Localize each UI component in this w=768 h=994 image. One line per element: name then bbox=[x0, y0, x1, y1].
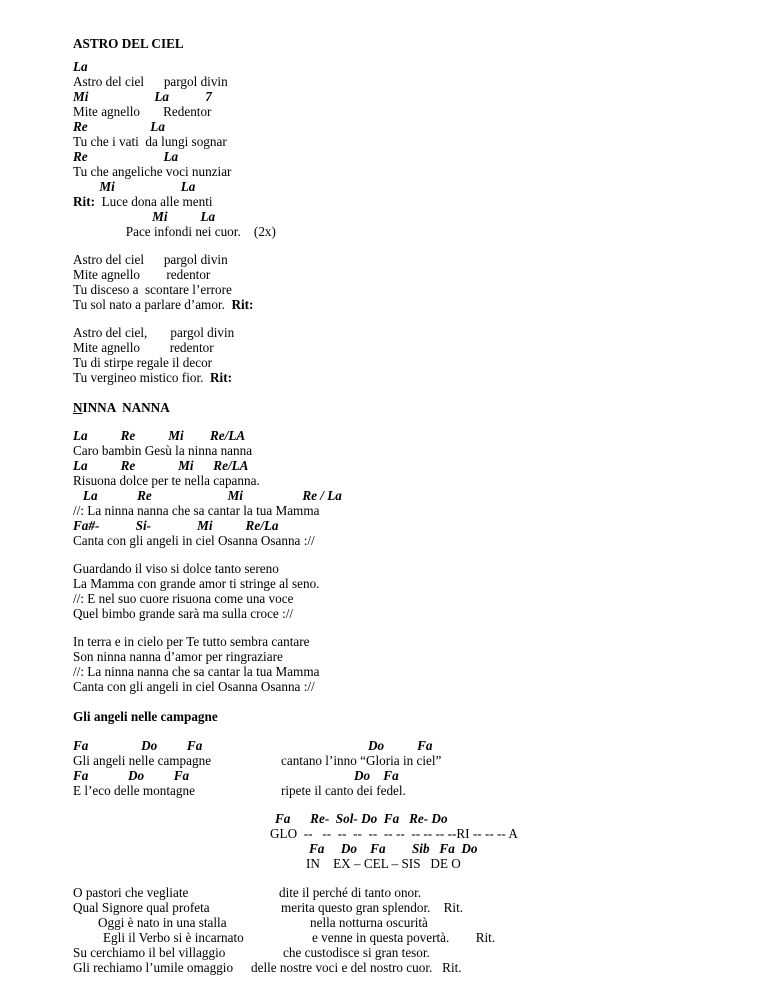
lyric-line: Gli rechiamo l’umile omaggio bbox=[73, 960, 234, 975]
refrain-label: Rit: bbox=[210, 370, 232, 385]
lyric-line: Pace infondi nei cuor. (2x) bbox=[73, 224, 276, 239]
chord-line: La Re Mi Re / La bbox=[73, 488, 342, 503]
lyric-line: //: E nel suo cuore risuona come una voce bbox=[73, 591, 294, 606]
chord-line: Re La bbox=[73, 149, 179, 164]
chord-line: Fa Do Fa Sib Fa Do bbox=[309, 841, 478, 856]
refrain-label: Rit: bbox=[231, 297, 254, 312]
gloria-line: IN EX – CEL – SIS DE O bbox=[306, 856, 461, 871]
lyric-line: delle nostre voci e del nostro cuor. Rit. bbox=[251, 960, 462, 975]
refrain-line bbox=[73, 194, 213, 209]
lyric-line: Son ninna nanna d’amor per ringraziare bbox=[73, 649, 283, 664]
lyric-line: Quel bimbo grande sarà ma sulla croce :// bbox=[73, 606, 294, 621]
chord-line: La Re Mi Re/LA bbox=[73, 458, 249, 473]
lyric-line: Tu che angeliche voci nunziar bbox=[73, 164, 232, 179]
lyric-line: e venne in questa povertà. Rit. bbox=[312, 930, 496, 945]
lyric-text: Luce dona alle menti bbox=[94, 194, 213, 209]
lyric-line: O pastori che vegliate bbox=[73, 885, 189, 900]
lyric-line: Gli angeli nelle campagne bbox=[73, 753, 212, 768]
song-title-gli-angeli: Gli angeli nelle campagne bbox=[73, 709, 218, 724]
refrain-label: Rit: bbox=[73, 194, 95, 209]
lyric-line bbox=[73, 370, 232, 385]
lyric-line: //: La ninna nanna che sa cantar la tua Mamma bbox=[73, 664, 320, 679]
lyric-line: Tu che i vati da lungi sognar bbox=[73, 134, 227, 149]
title-rest: INNA NANNA bbox=[82, 400, 170, 415]
lyric-line: Tu di stirpe regale il decor bbox=[73, 355, 213, 370]
lyric-line: In terra e in cielo per Te tutto sembra cantare bbox=[73, 634, 310, 649]
title-initial: N bbox=[73, 400, 83, 415]
lyric-line: nella notturna oscurità bbox=[310, 915, 428, 930]
lyric-line: Su cerchiamo il bel villaggio bbox=[73, 945, 226, 960]
song-title-ninna-nanna bbox=[73, 400, 170, 415]
lyric-text: Tu vergineo mistico fior. bbox=[73, 370, 211, 385]
lyric-line: Mite agnello Redentor bbox=[73, 104, 212, 119]
lyric-line: ripete il canto dei fedel. bbox=[281, 783, 406, 798]
chord-line: Re La bbox=[73, 119, 165, 134]
song-title-astro-del-ciel: ASTRO DEL CIEL bbox=[73, 36, 184, 51]
chord-line: Fa Do Fa bbox=[73, 768, 190, 783]
chord-line: Do Fa bbox=[368, 738, 433, 753]
lyric-line: E l’eco delle montagne bbox=[73, 783, 195, 798]
lyric-line: Qual Signore qual profeta bbox=[73, 900, 210, 915]
lyric-line: cantano l’inno “Gloria in ciel” bbox=[281, 753, 442, 768]
lyric-line: Oggi è nato in una stalla bbox=[98, 915, 227, 930]
lyric-line: Guardando il viso si dolce tanto sereno bbox=[73, 561, 279, 576]
lyric-line: Egli il Verbo si è incarnato bbox=[103, 930, 244, 945]
lyric-line: Caro bambin Gesù la ninna nanna bbox=[73, 443, 253, 458]
chord-line: La Re Mi Re/LA bbox=[73, 428, 246, 443]
chord-line: Do Fa bbox=[354, 768, 399, 783]
lyric-line: merita questo gran splendor. Rit. bbox=[281, 900, 464, 915]
gloria-line: GLO -- -- -- -- -- -- -- -- -- -- --RI -- -- -- A bbox=[270, 826, 518, 841]
lyric-line: Mite agnello redentor bbox=[73, 267, 211, 282]
lyric-line: Canta con gli angeli in ciel Osanna Osanna :// bbox=[73, 533, 315, 548]
lyric-line: Risuona dolce per te nella capanna. bbox=[73, 473, 260, 488]
lyric-line: Astro del ciel, pargol divin bbox=[73, 325, 235, 340]
chord-line: Fa#- Si- Mi Re/La bbox=[73, 518, 279, 533]
lyric-line: dite il perché di tanto onor. bbox=[279, 885, 422, 900]
lyric-line: Astro del ciel pargol divin bbox=[73, 252, 228, 267]
chord-line: Mi La 7 bbox=[73, 89, 212, 104]
lyric-line bbox=[73, 297, 253, 312]
lyric-line: //: La ninna nanna che sa cantar la tua Mamma bbox=[73, 503, 320, 518]
lyric-line: Canta con gli angeli in ciel Osanna Osanna :// bbox=[73, 679, 315, 694]
lyric-line: Tu disceso a scontare l’errore bbox=[73, 282, 232, 297]
lyric-line: Mite agnello redentor bbox=[73, 340, 214, 355]
lyric-line: che custodisce si gran tesor. bbox=[283, 945, 430, 960]
chord-line: Mi La bbox=[73, 179, 196, 194]
chord-line: La bbox=[73, 59, 88, 74]
chord-line: Fa Do Fa bbox=[73, 738, 203, 753]
chord-line: Fa Re- Sol- Do Fa Re- Do bbox=[275, 811, 448, 826]
chord-line: Mi La bbox=[73, 209, 216, 224]
lyric-line: Astro del ciel pargol divin bbox=[73, 74, 228, 89]
lyric-text: Tu sol nato a parlare d’amor. bbox=[73, 297, 232, 312]
lyric-line: La Mamma con grande amor ti stringe al seno. bbox=[73, 576, 320, 591]
